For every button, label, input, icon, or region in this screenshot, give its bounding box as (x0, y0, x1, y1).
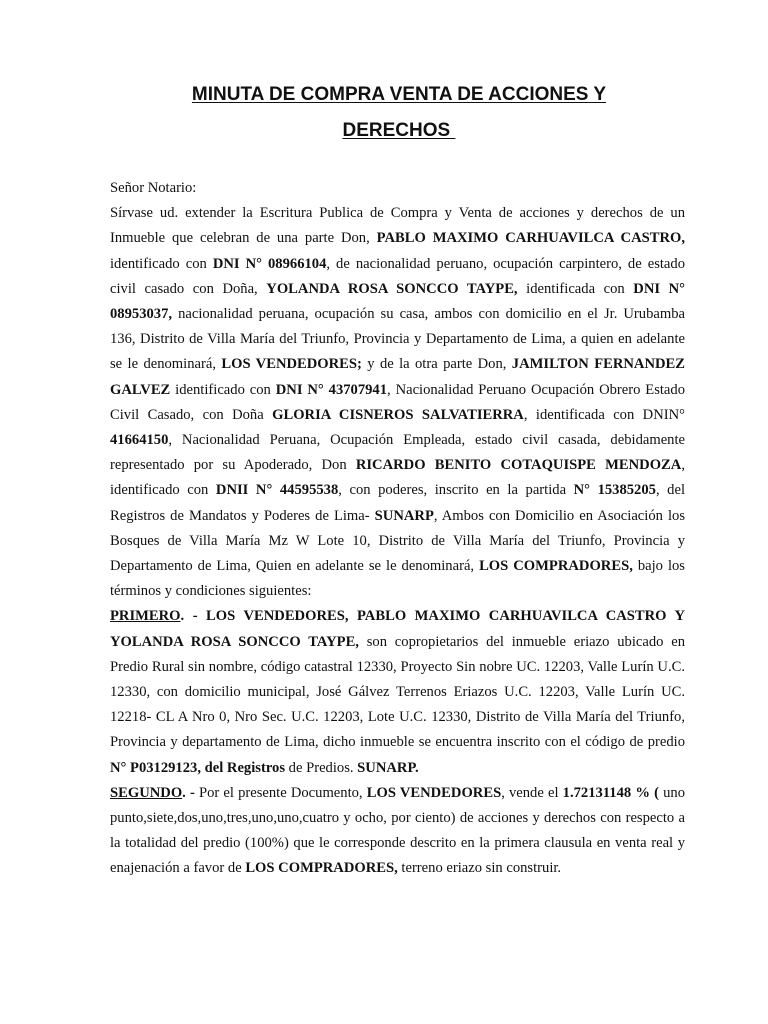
text-run: , del Registros de Mandatos y Poderes de Lima- (110, 482, 686, 524)
sellers-label: LOS VENDEDORES; (221, 356, 362, 373)
text-run: Sírvase ud. extender la Escritura Publica de Compra y Venta de acciones y derechos de un Inmueble que celebran de una parte Don, (110, 205, 685, 247)
clause-primero (110, 604, 685, 780)
text-run: , con poderes, inscrito en la partida (338, 482, 574, 499)
text-run: identificado con (170, 381, 276, 398)
document-body (110, 176, 685, 882)
seller-spouse-name: YOLANDA ROSA SONCCO TAYPE, (266, 280, 518, 297)
text-run: Por el presente Documento, (194, 784, 367, 801)
salutation: Señor Notario: (110, 180, 197, 196)
text-run: de Predios. (285, 759, 358, 776)
open-paren: ( (654, 784, 659, 801)
registry-office: SUNARP (374, 507, 434, 524)
text-run: terreno eriazo sin construir. (397, 860, 562, 877)
representative-dni: DNII N° 44595538 (215, 482, 339, 499)
clause-separator: . - (182, 784, 195, 801)
buyers-label: LOS COMPRADORES, (479, 558, 633, 575)
buyer-name: JAMILTON FERNANDEZ GALVEZ (110, 356, 686, 398)
text-run: , Nacionalidad Peruana, Ocupación Empleada, estado civil casada, debidamente representado por su Apoderado, Don (110, 432, 685, 474)
document-title: MINUTA DE COMPRA VENTA DE ACCIONES Y (191, 84, 607, 105)
text-run: , identificada con DNIN° (523, 406, 685, 423)
registry-office: SUNARP. (357, 759, 419, 776)
sellers-label: LOS VENDEDORES (366, 784, 502, 801)
text-run: uno punto,siete,dos,uno,tres,uno,uno,cuatro y ocho, por ciento) de acciones y derechos con respecto a la totalidad del predio (100%) que le corresponde descrito en la primera clausula en venta real y enajenación a favor de (110, 784, 685, 877)
text-run: , identificado con (110, 457, 685, 499)
text-run: , Ambos con Domicilio en Asociación los Bosques de Villa María Mz W Lote 10, Distrito de Villa María del Triunfo, Provincia y Departamento de Lima, Quien en adelante se le denominará, (110, 507, 685, 575)
text-run: , de nacionalidad peruano, ocupación carpintero, de estado civil casado con Doña, (110, 255, 686, 297)
clause-sellers-names: . - LOS VENDEDORES, PABLO MAXIMO CARHUAVILCA CASTRO Y YOLANDA ROSA SONCCO TAYPE, (110, 608, 685, 650)
paragraph-intro (110, 201, 685, 604)
property-code: N° P03129123, del Registros (110, 759, 286, 776)
document-title-continued: DERECHOS (342, 120, 456, 141)
text-run: identificado con (110, 255, 213, 272)
seller-spouse-dni: DNI N° 08953037, (110, 280, 685, 323)
text-run: identificada con (517, 280, 634, 297)
clause-segundo (110, 781, 685, 882)
buyer-spouse-name: GLORIA CISNEROS SALVATIERRA (272, 406, 524, 423)
buyers-label: LOS COMPRADORES, (245, 860, 398, 877)
buyer-spouse-dni: 41664150 (110, 432, 169, 449)
text-run: y de la otra parte Don, (361, 356, 512, 373)
seller-name: PABLO MAXIMO CARHUAVILCA CASTRO, (376, 230, 685, 247)
seller-dni: DNI N° 08966104 (212, 255, 327, 272)
clause-heading-primero: PRIMERO (110, 608, 181, 625)
text-run: bajo los términos y condiciones siguientes: (110, 558, 685, 600)
registry-entry-number: N° 15385205 (573, 482, 656, 499)
text-run: nacionalidad peruana, ocupación su casa, ambos con domicilio en el Jr. Urubamba 136, Distrito de Villa María del Triunfo, Provincia y Departamento de Lima, a quien en adelante se le denominará, (110, 306, 685, 373)
text-run: son copropietarios del inmueble eriazo ubicado en Predio Rural sin nombre, código catastral 12330, Proyecto Sin nobre UC. 12203, Valle Lurín U.C. 12330, con domicilio municipal, José Gálvez Terrenos Eriazos U.C. 12203, Valle Lurín UC. 12218- CL A Nro 0, Nro Sec. U.C. 12203, Lote U.C. 12330, Distrito de Villa María del Triunfo, Provincia y departamento de Lima, dicho inmueble se encuentra inscrito con el código de predio (110, 633, 685, 751)
text-run: , Nacionalidad Peruano Ocupación Obrero Estado Civil Casado, con Doña (110, 381, 686, 423)
text-run: , vende el (501, 784, 563, 801)
clause-heading-segundo: SEGUNDO (110, 784, 183, 801)
share-percentage: 1.72131148 % (562, 784, 650, 801)
representative-name: RICARDO BENITO COTAQUISPE MENDOZA (355, 457, 682, 474)
buyer-dni: DNI N° 43707941 (275, 381, 388, 398)
